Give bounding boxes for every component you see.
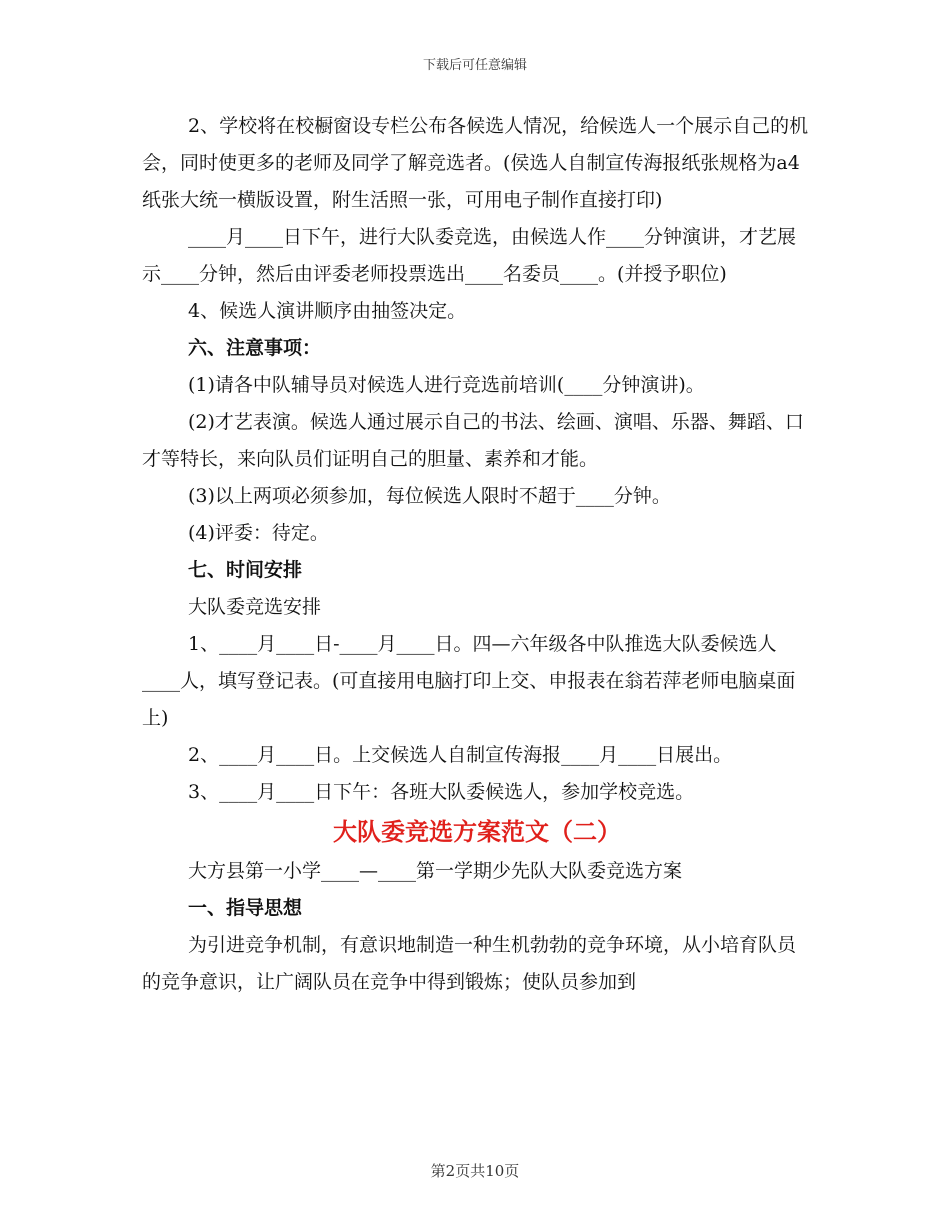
heading-guiding-thought: 一、指导思想 (188, 897, 303, 919)
paragraph-item-2: 2、学校将在校橱窗设专栏公布各候选人情况，给候选人一个展示自己的机会，同时使更多的老师及同学了解竞选者。(侯选人自制宣传海报纸张规格为a4纸张大统一横版设置，附生活照一张，可用电子制作直接打印) (142, 115, 809, 211)
paragraph-arrangement: 大队委竞选安排 (188, 596, 322, 618)
heading-time: 七、时间安排 (188, 559, 303, 581)
page-footer: 第2页共10页 (430, 1162, 520, 1180)
heading-notes: 六、注意事项： (188, 337, 322, 359)
schedule-item-1: 1、____月____日-____月____日。四—六年级各中队推选大队委候选人____人，填写登记表。(可直接用电脑打印上交、申报表在翁若萍老师电脑桌面上) (142, 633, 796, 729)
paragraph-plan-name: 大方县第一小学____—____第一学期少先队大队委竞选方案 (188, 860, 683, 882)
note-item-4: (4)评委：待定。 (188, 522, 329, 544)
document-body (142, 108, 812, 1001)
schedule-item-2: 2、____月____日。上交候选人自制宣传海报____月____日展出。 (188, 744, 733, 766)
page-header: 下载后可任意编辑 (422, 58, 527, 73)
note-item-3: (3)以上两项必须参加，每位候选人限时不超于____分钟。 (188, 485, 671, 507)
section-title: 大队委竞选方案范文（二） (333, 817, 621, 846)
paragraph-guiding-thought: 为引进竞争机制，有意识地制造一种生机勃勃的竞争环境，从小培育队员的竞争意识，让广阔队员在竞争中得到锻炼；使队员参加到 (142, 934, 797, 993)
paragraph-item-4: 4、候选人演讲顺序由抽签决定。 (188, 300, 467, 322)
note-item-1: (1)请各中队辅导员对候选人进行竞选前培训(____分钟演讲)。 (188, 374, 705, 396)
paragraph-schedule: ____月____日下午，进行大队委竞选，由候选人作____分钟演讲，才艺展示____分钟，然后由评委老师投票选出____名委员____。(并授予职位) (142, 226, 797, 285)
schedule-item-3: 3、____月____日下午：各班大队委候选人，参加学校竞选。 (188, 781, 695, 803)
note-item-2: (2)才艺表演。候选人通过展示自己的书法、绘画、演唱、乐器、舞蹈、口才等特长，来向队员们证明自己的胆量、素养和才能。 (142, 411, 804, 470)
